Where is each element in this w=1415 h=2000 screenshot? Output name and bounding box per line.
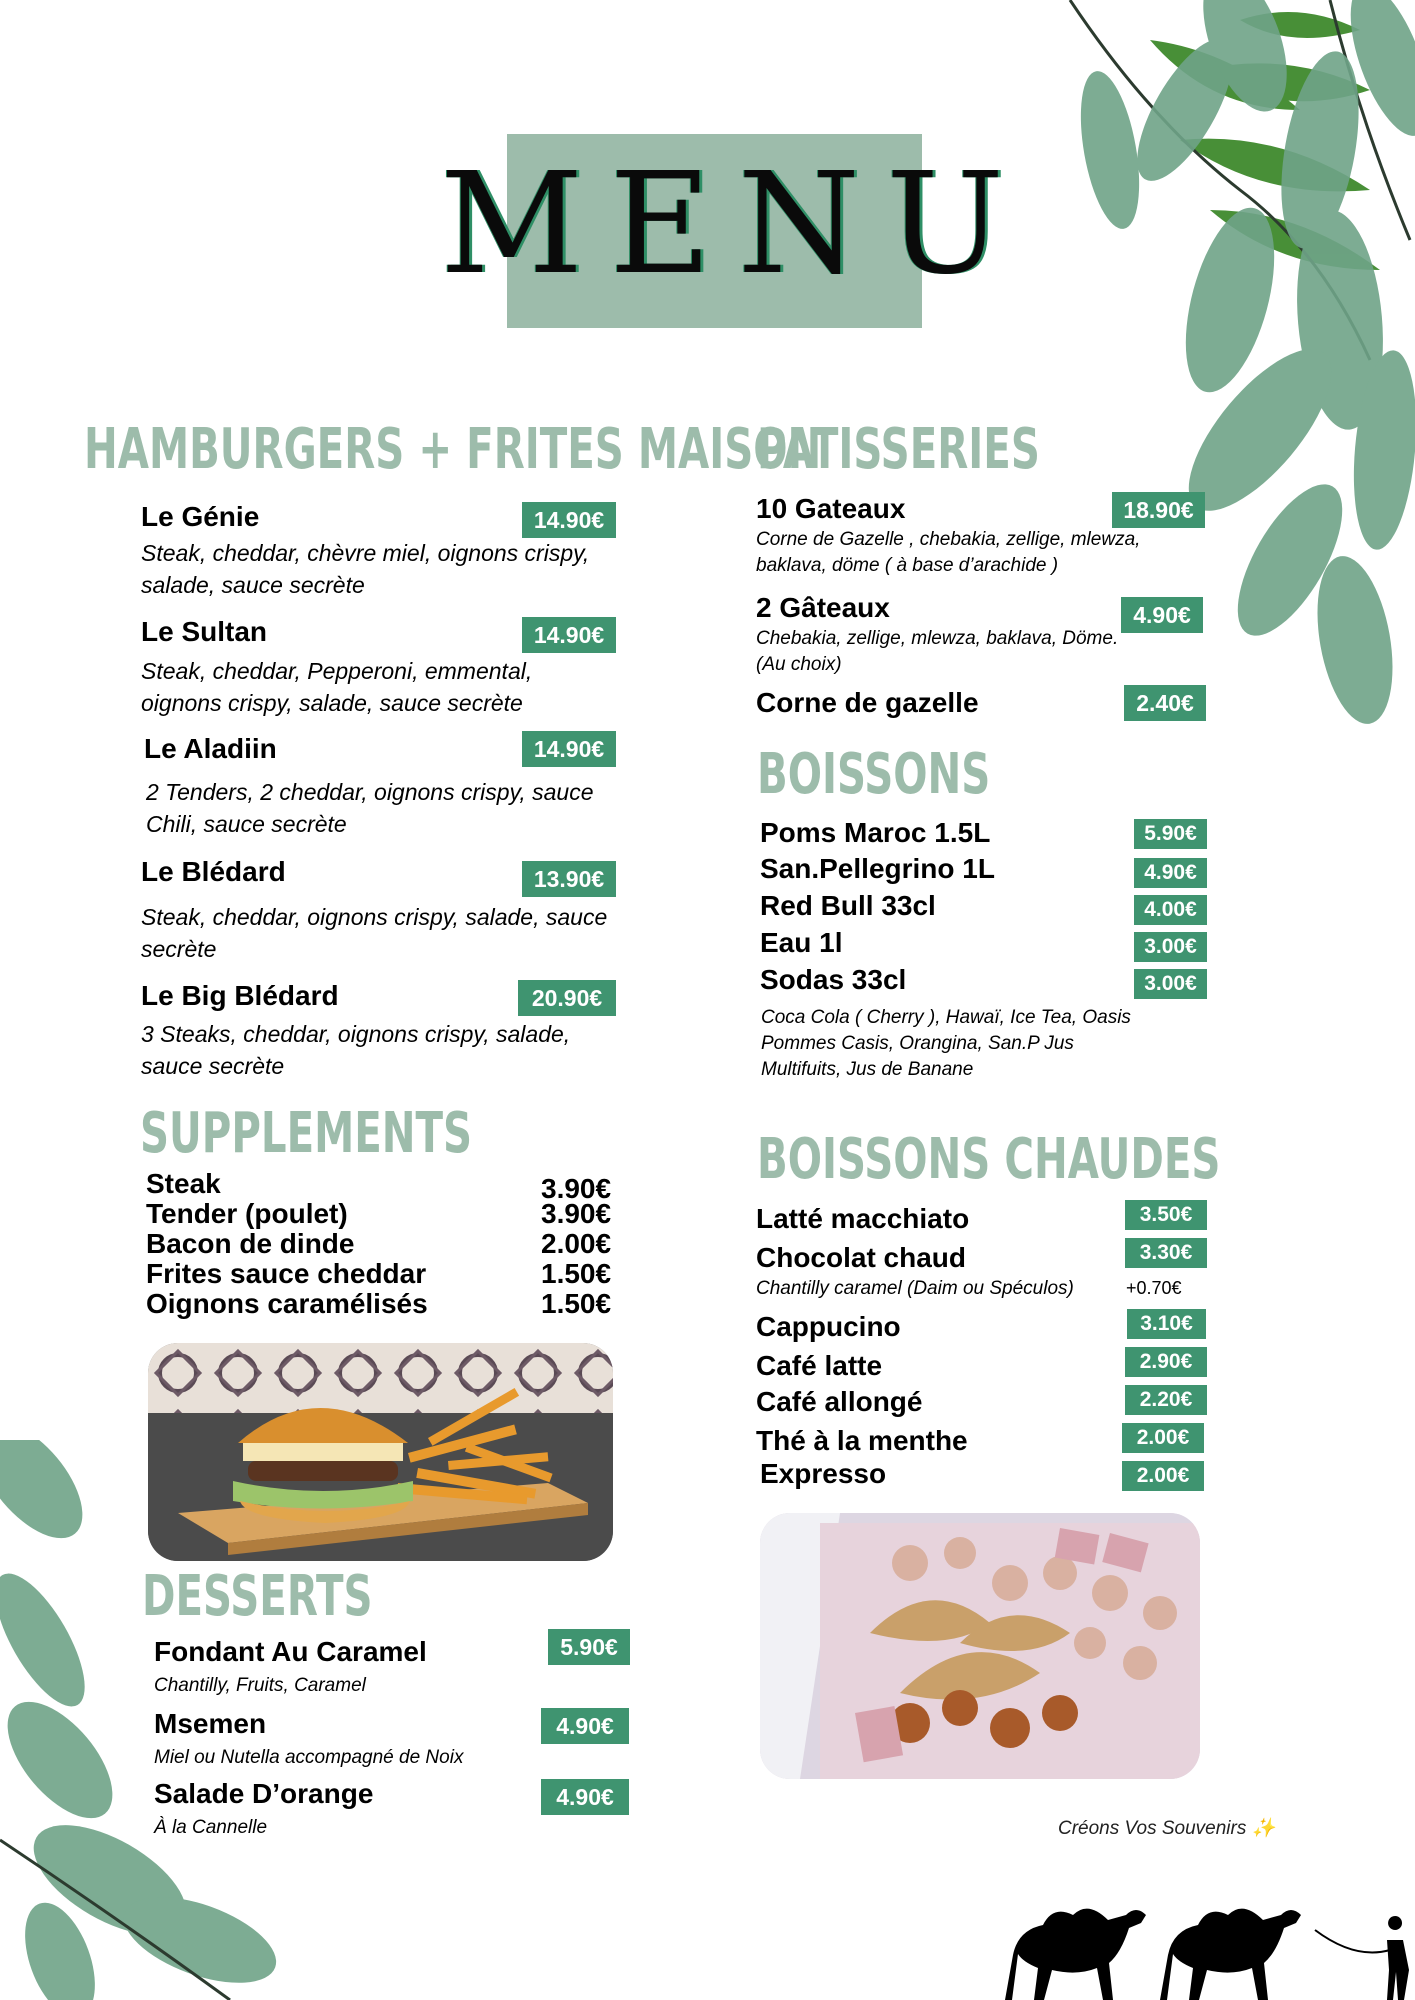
drink-name: Thé à la menthe bbox=[756, 1425, 968, 1456]
drink-name: San.Pellegrino 1L bbox=[760, 853, 995, 884]
price-badge: 2.20€ bbox=[1125, 1385, 1207, 1415]
price-badge: 4.00€ bbox=[1134, 895, 1207, 925]
drink-name: Café allongé bbox=[756, 1386, 923, 1417]
menu-item-description: Steak, cheddar, oignons crispy, salade, sauce secrète bbox=[141, 904, 608, 962]
price-badge: 18.90€ bbox=[1112, 492, 1205, 528]
price-badge: 3.00€ bbox=[1134, 932, 1207, 962]
menu-item-description: Chebakia, zellige, mlewza, baklava, Döme. (Au choix) bbox=[756, 628, 1119, 675]
drink-name: Eau 1l bbox=[760, 927, 843, 958]
menu-item-name: Salade D’orange bbox=[154, 1778, 374, 1809]
menu-item-name: 10 Gateaux bbox=[756, 493, 906, 524]
price-badge: 4.90€ bbox=[1134, 858, 1207, 888]
price-badge: 14.90€ bbox=[522, 502, 616, 538]
patisseries-section-title: PATISSERIES bbox=[757, 417, 1040, 482]
drink-name: Red Bull 33cl bbox=[760, 890, 936, 921]
menu-item-name: Le Big Blédard bbox=[141, 980, 339, 1011]
drink-name: Café latte bbox=[756, 1350, 883, 1381]
menu-item-name: Le Aladiin bbox=[144, 733, 277, 764]
menu-item-name: Le Génie bbox=[141, 501, 260, 532]
menu-item-description: Steak, cheddar, chèvre miel, oignons crispy, salade, sauce secrète bbox=[141, 540, 590, 598]
hamburgers-section-title: HAMBURGERS + FRITES MAISON bbox=[84, 417, 822, 482]
menu-item-name: 2 Gâteaux bbox=[756, 592, 890, 623]
price-badge: 13.90€ bbox=[522, 861, 616, 897]
price-badge: 20.90€ bbox=[518, 980, 616, 1016]
tagline: Créons Vos Souvenirs ✨ bbox=[1058, 1818, 1276, 1839]
burger-fries-photo bbox=[148, 1343, 613, 1561]
menu-item-name: Msemen bbox=[154, 1708, 267, 1739]
supplement-name: Frites sauce cheddar bbox=[146, 1258, 427, 1289]
supplement-price: 1.50€ bbox=[541, 1258, 612, 1289]
menu-item-description: Chantilly, Fruits, Caramel bbox=[154, 1675, 366, 1696]
menu-item-name: Corne de gazelle bbox=[756, 687, 979, 718]
sodas-list-note: Coca Cola ( Cherry ), Hawaï, Ice Tea, Oasis Pommes Casis, Orangina, San.P Jus Multifuits, Jus de Banane bbox=[761, 1007, 1131, 1080]
supplement-name: Tender (poulet) bbox=[146, 1198, 348, 1229]
price-badge: 2.00€ bbox=[1122, 1423, 1204, 1453]
supplement-name: Oignons caramélisés bbox=[146, 1288, 428, 1319]
supplement-price: 1.50€ bbox=[541, 1288, 612, 1319]
drink-name: Poms Maroc 1.5L bbox=[760, 817, 991, 848]
menu-item-description: Steak, cheddar, Pepperoni, emmental, oignons crispy, salade, sauce secrète bbox=[141, 658, 533, 716]
price-badge: 2.40€ bbox=[1124, 685, 1206, 721]
menu-item-name: Le Sultan bbox=[141, 616, 268, 647]
price-badge: 14.90€ bbox=[522, 731, 616, 767]
menu-item-description: Corne de Gazelle , chebakia, zellige, mlewza, baklava, döme ( à base d’arachide ) bbox=[756, 529, 1141, 576]
price-badge: 4.90€ bbox=[541, 1708, 629, 1744]
price-badge: 3.10€ bbox=[1127, 1309, 1206, 1339]
price-badge: 4.90€ bbox=[541, 1779, 629, 1815]
chocolat-note: Chantilly caramel (Daim ou Spéculos) bbox=[756, 1278, 1074, 1299]
supplement-price: 3.90€ bbox=[541, 1198, 612, 1229]
drink-name: Latté macchiato bbox=[756, 1203, 970, 1234]
price-badge: 3.50€ bbox=[1125, 1200, 1207, 1230]
drink-name: Sodas 33cl bbox=[760, 964, 907, 995]
menu-item-description: 2 Tenders, 2 cheddar, oignons crispy, sauce Chili, sauce secrète bbox=[146, 779, 594, 837]
boissons-section-title: BOISSONS bbox=[757, 742, 991, 807]
page-title: MENU bbox=[440, 143, 1031, 306]
supplement-price: 2.00€ bbox=[541, 1228, 612, 1259]
boissons-chaudes-section-title: BOISSONS CHAUDES bbox=[757, 1127, 1221, 1192]
supplements-section-title: SUPPLEMENTS bbox=[140, 1101, 473, 1166]
chocolat-extra-price: +0.70€ bbox=[1126, 1278, 1182, 1298]
price-badge: 2.00€ bbox=[1122, 1461, 1204, 1491]
price-badge: 14.90€ bbox=[522, 617, 616, 653]
price-badge: 3.30€ bbox=[1125, 1238, 1207, 1268]
price-badge: 5.90€ bbox=[548, 1629, 630, 1665]
menu-item-description: 3 Steaks, cheddar, oignons crispy, salade, sauce secrète bbox=[141, 1021, 571, 1079]
drink-name: Expresso bbox=[760, 1458, 887, 1489]
price-badge: 2.90€ bbox=[1125, 1347, 1207, 1377]
menu-item-description: À la Cannelle bbox=[154, 1817, 268, 1838]
supplement-price: 3.90€ bbox=[541, 1173, 612, 1204]
supplement-name: Steak bbox=[146, 1168, 221, 1199]
supplement-name: Bacon de dinde bbox=[146, 1228, 355, 1259]
desserts-section-title: DESSERTS bbox=[142, 1564, 373, 1629]
price-badge: 5.90€ bbox=[1134, 819, 1207, 849]
drink-name: Chocolat chaud bbox=[756, 1242, 967, 1273]
pastries-photo bbox=[760, 1513, 1200, 1779]
menu-item-name: Le Blédard bbox=[141, 856, 286, 887]
menu-item-description: Miel ou Nutella accompagné de Noix bbox=[154, 1747, 464, 1768]
price-badge: 4.90€ bbox=[1121, 597, 1203, 633]
price-badge: 3.00€ bbox=[1134, 969, 1207, 999]
drink-name: Cappucino bbox=[756, 1311, 901, 1342]
menu-item-name: Fondant Au Caramel bbox=[154, 1636, 427, 1667]
